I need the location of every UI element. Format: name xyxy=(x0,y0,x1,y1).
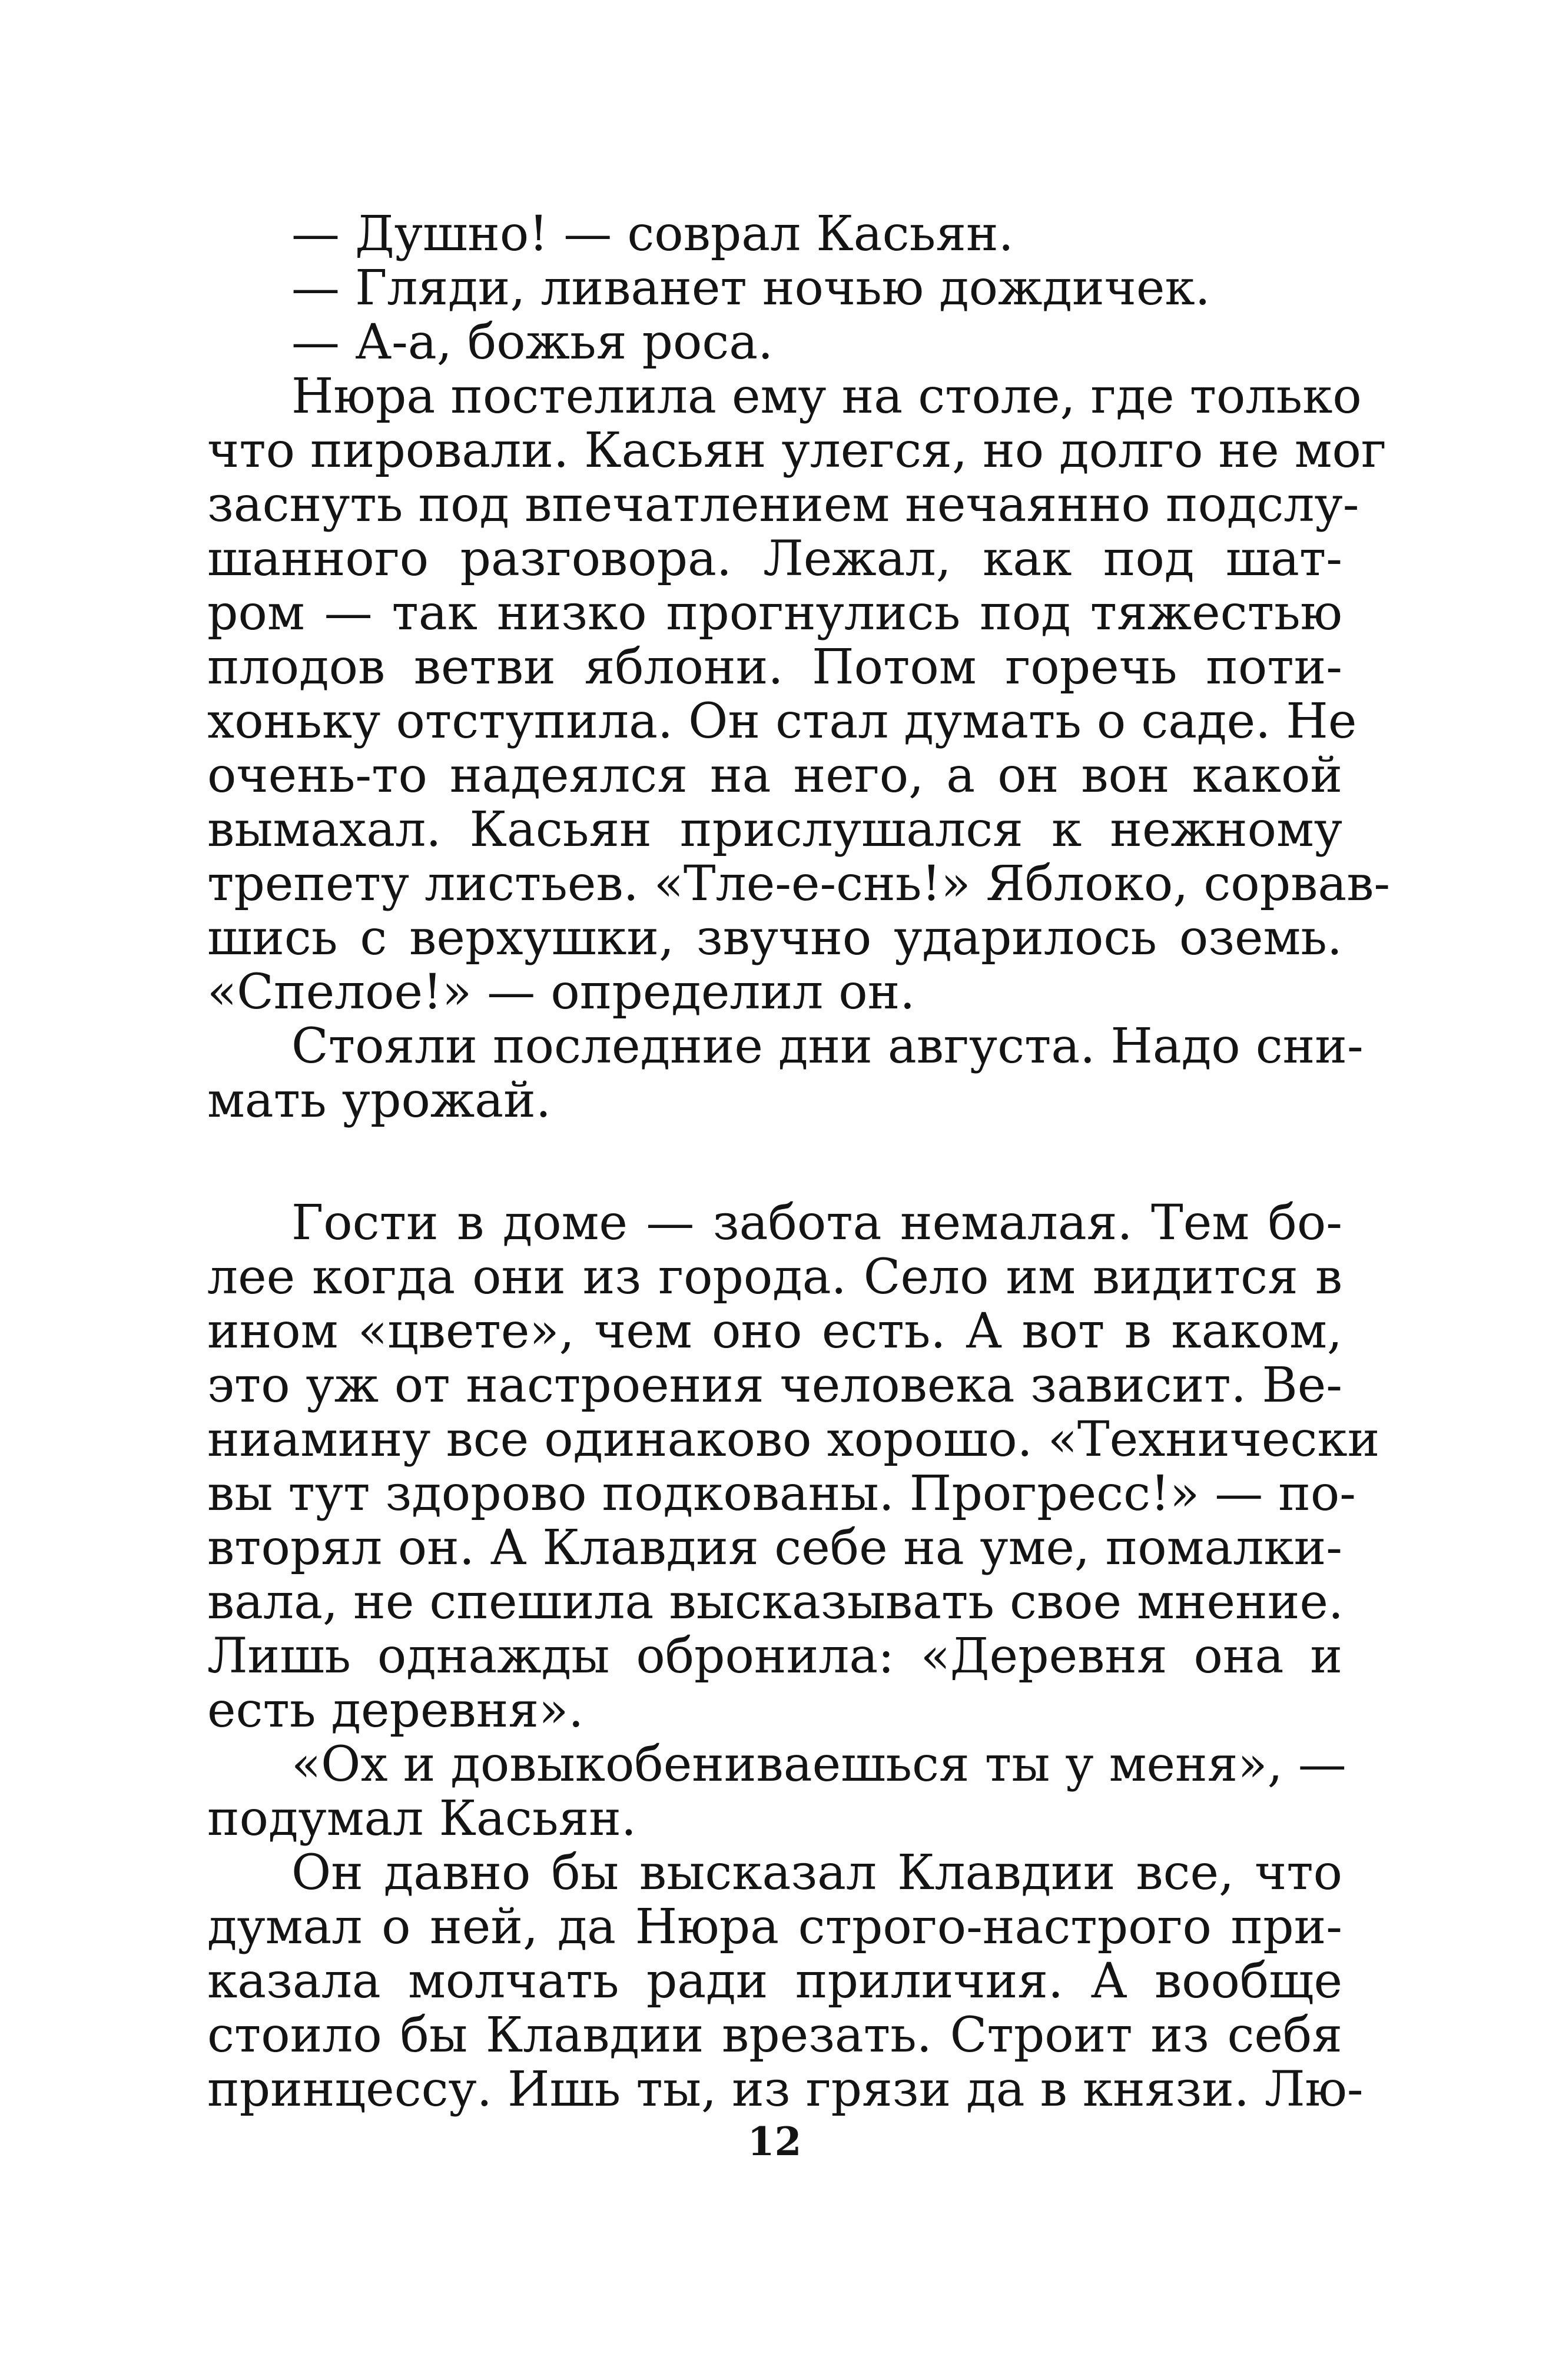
text-line: стоило бы Клавдии врезать. Строит из себя xyxy=(207,2007,1342,2063)
text-line: принцессу. Ишь ты, из грязи да в князи. Лю- xyxy=(207,2062,1364,2117)
text-line: вымахал. Касьян прислушался к нежному xyxy=(207,802,1342,858)
text-line: плодов ветви яблони. Потом горечь поти- xyxy=(207,639,1342,695)
text-line: ином «цвете», чем оно есть. А вот в каком, xyxy=(207,1303,1342,1359)
text-line: думал о ней, да Нюра строго-настрого при- xyxy=(207,1899,1342,1955)
text-line: Он давно бы высказал Клавдии все, что xyxy=(291,1845,1342,1901)
text-line: — Душно! — соврал Касьян. xyxy=(291,206,1014,262)
text-line: казала молчать ради приличия. А вообще xyxy=(207,1953,1342,2009)
text-line: подумал Касьян. xyxy=(207,1791,636,1847)
text-line: мать урожай. xyxy=(207,1073,551,1128)
text-line: это уж от настроения человека зависит. Ве- xyxy=(207,1357,1342,1413)
text-line: что пировали. Касьян улегся, но долго не мог xyxy=(207,423,1387,479)
text-line: Гости в доме — забота немалая. Тем бо- xyxy=(291,1195,1342,1251)
text-line: вы тут здорово подкованы. Прогресс!» — по- xyxy=(207,1466,1356,1522)
page-number: 12 xyxy=(747,2119,802,2165)
text-line: очень-то надеялся на него, а он вон какой xyxy=(207,748,1342,804)
text-line: трепету листьев. «Тле-е-снь!» Яблоко, сорвав- xyxy=(207,856,1391,912)
text-line: шанного разговора. Лежал, как под шат- xyxy=(207,531,1342,587)
text-line: «Спелое!» — определил он. xyxy=(207,964,916,1020)
text-line: вторял он. А Клавдия себе на уме, помалки- xyxy=(207,1520,1342,1576)
text-line: Нюра постелила ему на столе, где только xyxy=(291,369,1362,424)
text-line: — А-а, божья роса. xyxy=(291,314,774,370)
text-line: Стояли последние дни августа. Надо сни- xyxy=(291,1018,1364,1074)
text-line: шись с верхушки, звучно ударилось оземь. xyxy=(207,910,1342,966)
text-line: вала, не спешила высказывать свое мнение. xyxy=(207,1574,1344,1630)
text-line: есть деревня». xyxy=(207,1682,584,1738)
text-line: ром — так низко прогнулись под тяжестью xyxy=(207,585,1342,641)
text-line: заснуть под впечатлением нечаянно подслу- xyxy=(207,477,1359,533)
text-line: хоньку отступила. Он стал думать о саде. Не xyxy=(207,693,1357,749)
text-line: — Гляди, ливанет ночью дождичек. xyxy=(291,260,1210,316)
text-line: Лишь однажды обронила: «Деревня она и xyxy=(207,1628,1342,1684)
text-line: ниамину все одинаково хорошо. «Технически xyxy=(207,1412,1380,1468)
text-line: «Ох и довыкобениваешься ты у меня», — xyxy=(291,1737,1346,1793)
text-line: лее когда они из города. Село им видится в xyxy=(207,1249,1342,1305)
